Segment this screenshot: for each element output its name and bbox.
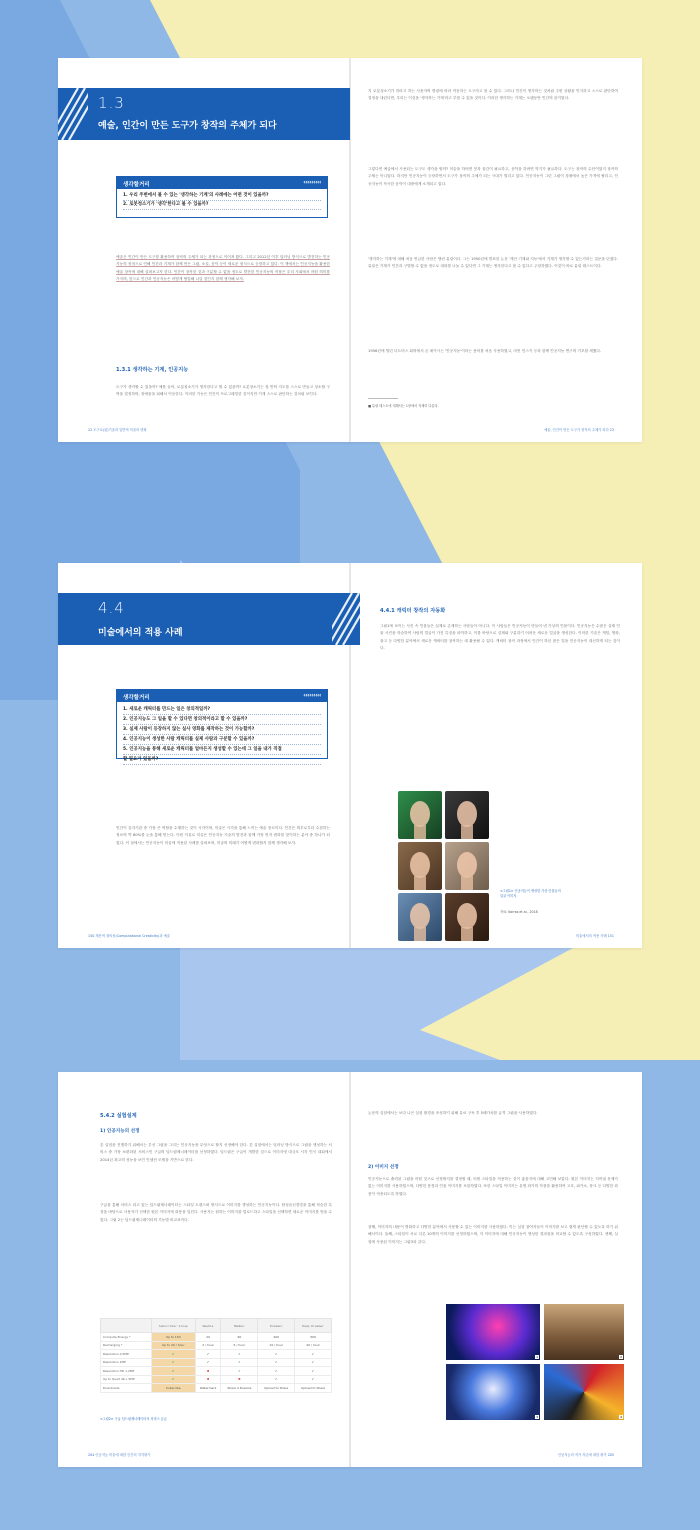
art-image [446,1304,540,1360]
stripes-decoration [58,88,88,140]
art-image [544,1304,624,1360]
page-footer-right: 미술에서의 적용 사례 151 [575,934,614,938]
think-box [116,176,328,218]
table-cell: Up to Quad 4K+ 5MP [101,1375,152,1384]
table-cell: ✔ [221,1350,258,1359]
table-header-cell: Subscriber Group [151,1319,195,1333]
face-image [398,842,442,890]
table-header-cell: Member [221,1319,258,1333]
page-204 [58,1072,350,1467]
chapter-number: 4.4 [98,599,125,617]
table-row [101,1341,332,1350]
art-image [446,1364,540,1420]
body-paragraph: 인공지능으로 출력된 그림을 어떤 것으로 선정할지를 결정할 때, 어떤 스타일을 적용하는 것이 좋을지에 대해 고민해 보았다. 원본 이미지는 저작권 문제가 없는 이미지를 사용하였으며, 다양한 풍경과 인물 이미지를 포함하였다. 또한 스타일 이미지는 유명 화가의 작품을 활용하여 고흐, 피카소, 뭉크 등 다양한 화풍이 적용되도록 하였다. [368,1177,618,1196]
art-number: 4 [620,1415,622,1419]
intro-paragraph [116,254,330,284]
think-list [117,189,327,213]
table-cell: Recharging * [101,1341,152,1350]
think-item: 3. 실제 사람이 등장하지 않는 실사 영화를 제작하는 것이 가능할까? [123,725,321,735]
page-footer-left: 204 인공지능 미술에 대한 인간의 지각평가 [88,1453,151,1457]
table-cell: ✔ [151,1367,195,1376]
chapter-bar [58,88,350,140]
table-cell: Up to 20 / hour [151,1341,195,1350]
page-205 [350,1072,642,1467]
table-cell: ✔ [221,1358,258,1367]
body-paragraph: 논문의 실험에서는 보다 나은 실험 환경을 조성하기 위해 유료 구독 후 5배가치를 급격 그림을 사용하였다. [368,1111,538,1115]
table-cell: 60 [221,1333,258,1342]
section-heading: 4.4.1 캐릭터 창작의 자동화 [380,608,446,614]
think-header [117,177,327,189]
table-body [101,1333,332,1393]
table-header-cell: Newbie [195,1319,221,1333]
table-cell: 200 [258,1333,295,1342]
table-cell: ✔ [295,1367,332,1376]
table-cell: Upload to Share [295,1384,332,1393]
table-row [101,1375,332,1384]
think-head-label: 생각할거리 [123,182,150,188]
page-footer-right: 예술, 인간이 만든 도구가 창작의 주체가 되다 23 [544,428,614,432]
spread-2 [58,563,642,948]
face-image [398,791,442,839]
intro-text: 예술은 인간이 만든 도구를 활용하여 창작의 주체가 되는 과정으로 이어져 왔다. 그리고 2012년 이후 딥러닝 방식으로 발전하는 인공지능의 장점으로 인해 인간과 기계가 함께 만든 그림, 소설, 음악 등이 새로운 형식으로 등장하고 있다. 이 책에서는 인공지능을 활용한 예술 창작에 대해 살펴보고자 한다. 인간이 창작한 것과 구분할 수 없을 정도로 발전한 인공지능의 작품은 우리 사회에서 어떤 의미를 가지며, 앞으로 인간과 인공지능은 어떻게 협업해 나갈 것인지 함께 생각해 보자. [116,255,330,282]
table-cell: Resolution 0.5MP [101,1350,152,1359]
chapter-number: 1.3 [98,94,125,112]
think-item: 5. 인공지능을 통해 새로운 캐릭터를 얼마든지 생성할 수 있는데 그 일을 내가 직접 [123,745,321,755]
chevrons-icon: ‹‹‹‹‹‹‹‹‹ [303,692,321,699]
table-header-row [101,1319,332,1333]
chevrons-icon: ‹‹‹‹‹‹‹‹‹ [303,179,321,186]
table-cell: 10 / hour [258,1341,295,1350]
think-item: 할 필요가 있을까? [123,755,321,765]
table-cell: 500 [295,1333,332,1342]
table-cell: ✔ [258,1375,295,1384]
chapter-bar [58,593,360,645]
table-cell: Upload to Share [258,1384,295,1393]
think-header [117,690,327,702]
page-footer-left: 22 도구로(된)기술과 일반적 미술의 변화 [88,428,147,432]
table-cell: ✔ [151,1375,195,1384]
table-cell: Compute Energy * [101,1333,152,1342]
table-cell: ✔ [195,1350,221,1359]
art-number: 1 [536,1355,538,1359]
body-paragraph: 그렇다면 예술에서 사용되는 도구도 생각을 할까? 미술을 하려면 붓과 물감이 필요하고, 음악을 하려면 악기가 필요하다. 도구는 창작의 수단이었지 창작의 주체는 아니었다. 하지만 인공지능이 등장하면서 도구가 창작의 주체가 되는 시대가 열리고 있다. 인공지능이 그린 그림이 경매에서 높은 가격에 팔리고, 인공지능이 작곡한 음악이 대중에게 소개되고 있다. [368,167,618,186]
body-paragraph: 도구가 생각할 수 있을까? 예를 들어, 로봇청소기가 생각한다고 할 수 있을까? 로봇청소기는 집 안의 지도를 스스로 만들고 청소할 구역을 결정하며, 장애물을 피해서 이동한다. 이러한 기능은 인간이 프로그래밍한 것이지만 기계 스스로 판단하는 것처럼 보인다. [116,385,330,397]
body-paragraph: 첫째, 이미지의 내용이 명확하고 다양한 분야에서 사용할 수 있는 이미지를 사용하였다. 이는 실험 참여자들이 이미지를 보고 쉽게 판단할 수 있도록 하기 위해서이다. 둘째, 스타일이 서로 다른 10개의 이미지를 선정하였으며, 각 이미지에 대해 인공지능이 생성한 결과물을 비교할 수 있도록 구성하였다. 셋째, 실험에 사용된 이미지는 그림3과 같다. [368,1225,618,1244]
face-image [398,893,442,941]
body-paragraph: 본 실험을 진행하기 위해서는 우선 그림을 그리는 인공지능을 무엇으로 할지 선정해야 한다. 본 실험에서는 딥러닝 방식으로 그림을 생성하는 서비스 중 가장 보편화된 서비스인 구글의 딥드림제너레이터를 선정하였다. 딥드림은 구글이 개발한 것으로 이미지넷 대규모 시각 인식 대회에서 2014년 최고의 성능을 보인 인셉션 모델을 기반으로 한다. [100,1143,332,1162]
body-paragraph: '생각하는 기계'에 대해 처음 언급한 사람은 앨런 튜링이다. 그는 1950년에 발표한 논문 '계산 기계와 지능'에서 기계가 생각할 수 있는가라는 질문을 던졌다. 튜링은 기계가 인간과 구별할 수 없을 정도로 대화를 나눌 수 있다면 그 기계는 생각한다고 볼 수 있다고 주장하였다. 이것이 바로 튜링 테스트이다. [368,257,618,269]
page-22 [58,58,350,442]
face-image [445,842,489,890]
section-heading: 5.4.2 실험설계 [100,1113,137,1119]
footnote: ■ 튜링 테스트에 대해서는 1장에서 자세히 다룬다. [368,404,439,408]
table-cell: ✔ [151,1350,195,1359]
table-header-cell [101,1319,152,1333]
table-cell: ✔ [221,1367,258,1376]
table-cell: ✔ [258,1367,295,1376]
subsection-heading: 2) 이미지 선정 [368,1165,399,1170]
body-paragraph: 1956년에 열린 다트머스 회의에서 존 매카시는 '인공지능'이라는 용어를 처음 사용하였고, 마빈 민스키 등과 함께 인공지능 연구의 기초를 세웠다. [368,349,602,353]
spread-3 [58,1072,642,1467]
body-paragraph: 구글을 통해 서비스 되고 있는 딥드림제너레이터는 스타일 트랜스퍼 방식으로 이미지를 생성하는 인공지능이다. 합성곱신경망을 통해 학습한 특징을 바탕으로 사용자가 선택한 원본 이미지에 화풍을 입힌다. 사용자는 원하는 이미지를 업로드하고 스타일을 선택하면 새로운 이미지를 얻을 수 있다. 그림 2는 딥드림제너레이터의 기능별 비교표이다. [100,1203,332,1222]
footnote-rule [368,398,398,399]
table-cell: 2 / hour [195,1341,221,1350]
table-cell: Subscribe [151,1384,195,1393]
table-cell: ✖ [195,1375,221,1384]
section-heading: 1.3.1 생각하는 기계, 인공지능 [116,367,189,373]
table-cell: ✔ [295,1350,332,1359]
table-cell: 20 [195,1333,221,1342]
table-header-cell: Dreamer [258,1319,295,1333]
table-cell: ✔ [295,1375,332,1384]
subsection-heading: 1) 인공지능의 선정 [100,1129,140,1134]
table-row [101,1358,332,1367]
art-image [544,1364,624,1420]
table-header-cell: Deep Dreamer [295,1319,332,1333]
art-number: 3 [536,1415,538,1419]
spread-1 [58,58,642,442]
table-cell: ✔ [258,1350,295,1359]
art-number: 2 [620,1355,622,1359]
table-cell: ✖ [221,1375,258,1384]
think-box [116,689,328,762]
think-list [117,702,327,768]
face-image [445,893,489,941]
table-cell: 5 / hour [221,1341,258,1350]
table-row [101,1350,332,1359]
think-item: 1. 새로운 캐릭터를 만드는 일은 창의적일까? [123,705,321,715]
think-item: 2. 인공지능도 그 일을 할 수 있다면 창의적이라고 할 수 있을까? [123,715,321,725]
table-cell: Share 4 Dreams [221,1384,258,1393]
think-item: 2. 로봇청소기가 '생각'한다고 볼 수 있을까? [123,201,321,210]
body-paragraph: 지 로봇청소기가 하라고 하는 사용자의 명령에 따라 작동하는 도구라고 볼 수 있다. 그러나 인간이 생각하는 것처럼 주변 상황을 인식하고 스스로 판단하여 결정을 내린다면, 우리는 이것을 '생각하는 기계'라고 부를 수 있을 것이다. 이러한 생각하는 기계는 오랫동안 인간의 꿈이었다. [368,89,618,101]
page-footer-left: 150 계산적 창의성(Computational Creativity)과 예술 [88,934,170,938]
table-cell: Watermark [195,1384,221,1393]
table-cell: Downloads [101,1384,152,1393]
table-caption: <그림2> 구글 딥드림제너레이터의 서비스 등급 [100,1417,167,1421]
face-image [445,791,489,839]
figure-credit: 자료: Karras et al., 2018 [500,910,538,914]
think-item: 4. 인공지능이 생성한 사람 캐릭터를 실제 사람과 구분할 수 있을까? [123,735,321,745]
table-cell: ✔ [258,1358,295,1367]
table-cell: ✔ [195,1358,221,1367]
face-grid [398,791,489,941]
table-cell: ✖ [195,1367,221,1376]
service-comparison-table [100,1318,332,1393]
table-cell: Resolution 1MP [101,1358,152,1367]
table-cell: Up to 150 [151,1333,195,1342]
page-150 [58,563,350,948]
chapter-title: 미술에서의 적용 사례 [98,628,183,638]
think-head-label: 생각할거리 [123,695,150,701]
figure-caption: <그림1> 인공지능이 생성한 가상 인물들의 얼굴 이미지 [500,889,561,898]
table-row [101,1367,332,1376]
table-cell: 20 / hour [295,1341,332,1350]
table-row [101,1384,332,1393]
think-item: 1. 우리 주변에서 볼 수 있는 '생각하는 기계'의 사례에는 어떤 것이 있을까? [123,192,321,201]
table-cell: ✔ [151,1358,195,1367]
table-cell: Resolution HD 1.2MP [101,1367,152,1376]
body-paragraph: 인간이 감각기관 중 가장 큰 역할을 수행하는 것이 시각이며, 미술은 시각을 통해 느끼는 예술 장르이다. 인간은 외부로부터 수집하는 정보의 약 80%를 눈을 통해 얻는다. 이런 이유로 미술은 인공지능 기술의 발전과 함께 가장 먼저 변화를 맞이하는 분야 중 하나가 되었다. 이 절에서는 인공지능이 미술에 적용된 사례를 살펴보며, 미술의 미래가 어떻게 변화할지 함께 생각해 보자. [116,826,330,845]
table-row [101,1333,332,1342]
page-footer-right: 인공지능의 작가 자존에 대한 평가 205 [557,1453,614,1457]
chapter-title: 예술, 인간이 만든 도구가 창작의 주체가 되다 [98,121,277,131]
table-cell: ✔ [295,1358,332,1367]
page-23 [350,58,642,442]
page-151 [350,563,642,948]
body-paragraph: 그림1에 보이는 사진 속 인물들은 실제로 존재하는 사람들이 아니다. 이 사람들은 인공지능이 만들어 낸 가상의 인물이다. 인공지능은 수많은 실제 인물 사진을 학습하여 사람의 얼굴이 가진 특징을 파악하고, 이를 바탕으로 실제와 구분하기 어려운 새로운 얼굴을 생성한다. 이러한 기술은 게임, 영화, 광고 등 다양한 분야에서 새로운 캐릭터를 창작하는 데 활용될 수 있다. 캐릭터 창작 과정에서 인간이 하던 많은 일을 인공지능이 대신하게 되는 것이다. [380,624,620,651]
